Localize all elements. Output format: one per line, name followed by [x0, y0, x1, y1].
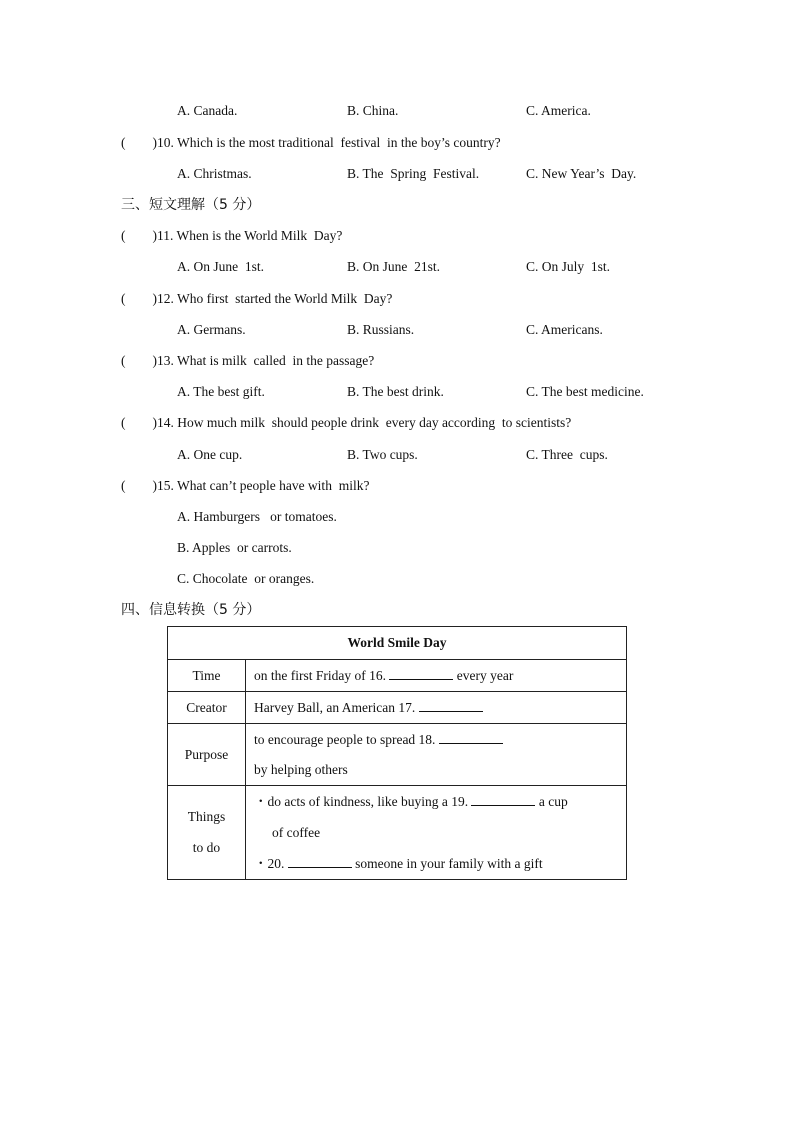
table-row-things — [168, 786, 627, 880]
things-label — [168, 786, 246, 880]
table-row-purpose — [168, 724, 627, 786]
blank-17[interactable] — [419, 699, 483, 712]
purpose-label: Purpose — [168, 724, 246, 786]
time-value-suffix: every year — [456, 667, 514, 683]
q11-option-b: B. On June 21st. — [347, 259, 441, 274]
things-line-3: ・20. — [254, 855, 285, 871]
things-line-2: of coffee — [272, 824, 321, 840]
blank-16[interactable] — [389, 667, 453, 680]
table-title-row — [168, 627, 627, 660]
q15-option-a: A. Hamburgers or tomatoes. — [177, 509, 337, 524]
things-line-1-suffix: a cup — [538, 793, 568, 809]
blank-20[interactable] — [288, 855, 352, 868]
q15-option-b: B. Apples or carrots. — [177, 540, 292, 555]
purpose-line-1: to encourage people to spread 18. — [254, 731, 436, 747]
time-value-text: on the first Friday of 16. — [254, 667, 386, 683]
q14-option-a: A. One cup. — [177, 447, 243, 462]
question-12: ( )12. Who first started the World Milk Day? — [121, 291, 393, 306]
creator-value — [246, 692, 627, 724]
q12-option-c: C. Americans. — [526, 322, 603, 337]
question-13: ( )13. What is milk called in the passage? — [121, 353, 375, 368]
time-label: Time — [168, 660, 246, 692]
blank-19[interactable] — [471, 793, 535, 806]
question-14: ( )14. How much milk should people drink every day according to scientists? — [121, 415, 572, 430]
things-value — [246, 786, 627, 880]
creator-label: Creator — [168, 692, 246, 724]
q12-option-a: A. Germans. — [177, 322, 246, 337]
q11-option-c: C. On July 1st. — [526, 259, 611, 274]
q10-option-b: B. The Spring Festival. — [347, 166, 480, 181]
table-row-creator — [168, 692, 627, 724]
q11-option-a: A. On June 1st. — [177, 259, 264, 274]
blank-18[interactable] — [439, 731, 503, 744]
purpose-line-2: by helping others — [254, 761, 348, 777]
question-15: ( )15. What can’t people have with milk? — [121, 478, 370, 493]
table-row-time — [168, 660, 627, 692]
q13-option-b: B. The best drink. — [347, 384, 444, 399]
q13-option-c: C. The best medicine. — [526, 384, 644, 399]
q15-option-c: C. Chocolate or oranges. — [177, 571, 315, 586]
section-heading-4: 四、信息转换（5 分） — [121, 602, 261, 618]
section-heading-3: 三、短文理解（5 分） — [121, 197, 261, 213]
q14-option-c: C. Three cups. — [526, 447, 608, 462]
table-title: World Smile Day — [168, 627, 627, 660]
question-10: ( )10. Which is the most traditional festival in the boy’s country? — [121, 135, 501, 150]
q9-option-a: A. Canada. — [177, 103, 238, 118]
things-label-line-1: Things — [187, 809, 226, 824]
question-11: ( )11. When is the World Milk Day? — [121, 228, 343, 243]
q12-option-b: B. Russians. — [347, 322, 415, 337]
purpose-value — [246, 724, 627, 786]
q13-option-a: A. The best gift. — [177, 384, 265, 399]
info-table — [167, 626, 627, 880]
things-line-3-suffix: someone in your family with a gift — [355, 855, 543, 871]
q10-option-c: C. New Year’s Day. — [526, 166, 637, 181]
time-value — [246, 660, 627, 692]
q10-option-a: A. Christmas. — [177, 166, 252, 181]
q14-option-b: B. Two cups. — [347, 447, 418, 462]
things-line-1: ・do acts of kindness, like buying a 19. — [254, 793, 469, 809]
things-label-line-2: to do — [192, 840, 221, 855]
q9-option-c: C. America. — [526, 103, 591, 118]
creator-value-text: Harvey Ball, an American 17. — [254, 699, 416, 715]
q9-option-b: B. China. — [347, 103, 399, 118]
